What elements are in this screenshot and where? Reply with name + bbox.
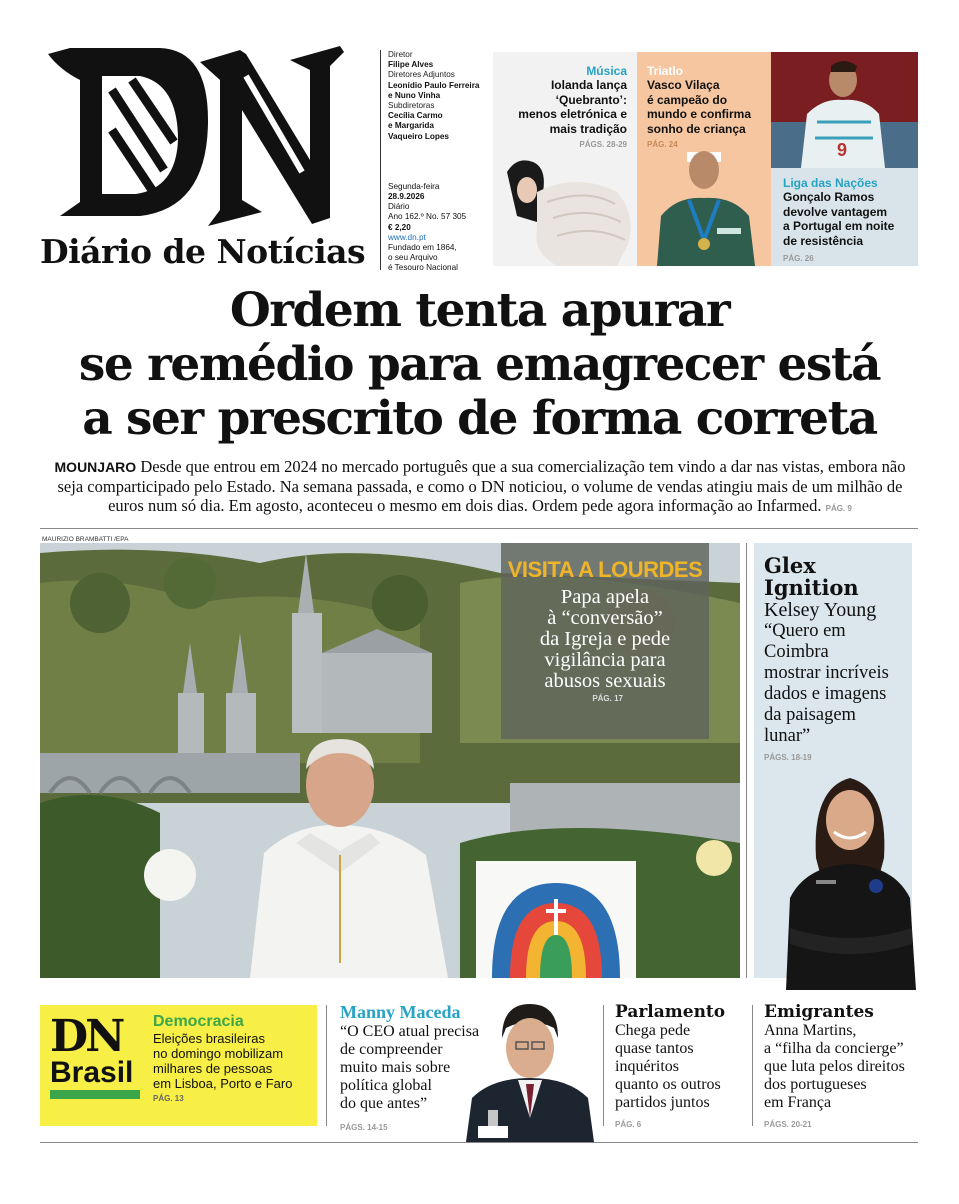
dn-logo xyxy=(40,40,350,230)
parlamento-line: Chega pede xyxy=(615,1022,691,1039)
column-divider xyxy=(746,543,747,978)
staff-name: Vaqueiro Lopes xyxy=(388,131,449,141)
side-quote-line: dados e imagens xyxy=(764,684,887,704)
interview-line: do que antes” xyxy=(340,1095,428,1112)
side-heading: Glex xyxy=(764,553,816,578)
emigrantes-page: PÁGS. 20-21 xyxy=(764,1120,812,1129)
teaser-line: Iolanda lança xyxy=(550,78,627,92)
overlay-line: à “conversão” xyxy=(547,607,663,629)
parlamento-line: partidos juntos xyxy=(615,1094,710,1111)
teaser-line: é campeão do xyxy=(647,92,728,107)
interview-line: de compreender xyxy=(340,1041,443,1058)
issue-frequency: Diário xyxy=(388,202,410,212)
overlay-page: PÁG. 17 xyxy=(592,694,623,703)
teaser-line: sonho de criança xyxy=(647,121,746,136)
divider xyxy=(40,1142,918,1143)
footballer-photo xyxy=(771,52,918,168)
overlay-line: abusos sexuais xyxy=(544,670,666,692)
overlay-line: Papa apela xyxy=(560,586,650,608)
parlamento-kicker: Parlamento xyxy=(615,1002,726,1022)
masthead-name: Diário de Notícias xyxy=(40,232,366,271)
teaser-line: a Portugal em noite xyxy=(783,219,895,233)
teaser-liga[interactable] xyxy=(771,52,918,266)
astronaut-photo xyxy=(776,748,926,990)
lead-text: Desde que entrou em 2024 no mercado português que a sua comercialização tem vindo a dar nas vistas, embora não seja comparticipado pelo Estado. Na semana passada, e como o DN noticiou, o volume de vendas atingiu mais de um milhão de euros num só dia. Em agosto, aconteceu o mesmo em dois dias. Ordem pede agora informação ao Infarmed. xyxy=(57,457,906,515)
parlamento-line: quanto os outros xyxy=(615,1076,721,1093)
headline-line: se remédio para emagrecer está xyxy=(78,337,881,392)
side-quote-line: “Quero em xyxy=(764,621,846,641)
staff-name: e Nuno Vinha xyxy=(388,90,441,100)
staff-name: e Margarida xyxy=(388,121,434,131)
teaser-page: PÁGS. 28-29 xyxy=(579,140,627,149)
teaser-line: Vasco Vilaça xyxy=(647,78,720,92)
headline-lead xyxy=(42,457,918,518)
teaser-page: PÁG. 24 xyxy=(647,140,678,149)
founded-note: Fundado em 1864, xyxy=(388,243,457,253)
side-page: PÁGS. 18-19 xyxy=(764,753,812,762)
emigrantes-kicker: Emigrantes xyxy=(764,1002,874,1022)
overlay-kicker: VISITA A LOURDES xyxy=(507,557,703,582)
side-person: Kelsey Young xyxy=(764,599,877,621)
dn-brasil-logo xyxy=(50,1011,145,1099)
singer-photo xyxy=(497,152,637,266)
headline-line: a ser prescrito de forma correta xyxy=(82,391,877,446)
overlay-line: vigilância para xyxy=(544,649,666,671)
interview-line: política global xyxy=(340,1077,432,1094)
side-quote-line: Coimbra xyxy=(764,642,829,662)
teaser-triatlo[interactable] xyxy=(637,52,771,266)
main-headline[interactable] xyxy=(30,284,929,446)
staff-label: Diretor xyxy=(388,50,413,59)
side-heading: Ignition xyxy=(764,575,859,600)
staff-label: Diretores Adjuntos xyxy=(388,70,455,80)
parlamento-line: inquéritos xyxy=(615,1058,679,1075)
staff-box xyxy=(380,50,488,273)
staff-name: Filipe Alves xyxy=(388,60,434,70)
brasil-kicker: Democracia xyxy=(153,1013,244,1030)
parlamento-page: PÁG. 6 xyxy=(615,1120,642,1129)
photo-overlay-box[interactable] xyxy=(501,543,709,739)
teaser-line: mais tradição xyxy=(549,121,627,136)
side-quote-line: mostrar incríveis xyxy=(764,663,889,683)
dn-brasil-logo-word: Brasil xyxy=(50,1056,134,1089)
column-divider xyxy=(752,1005,753,1126)
interview-kicker: Manny Maceda xyxy=(340,1002,461,1022)
lead-keyword: MOUNJARO xyxy=(54,459,137,475)
teaser-kicker: Triatlo xyxy=(647,64,684,78)
emigrantes-line: que luta pelos direitos xyxy=(764,1058,905,1075)
interview-line: muito mais sobre xyxy=(340,1059,451,1076)
brasil-line: no domingo mobilizam xyxy=(153,1046,284,1061)
brasil-page: PÁG. 13 xyxy=(153,1094,184,1103)
emigrantes-line: Anna Martins, xyxy=(764,1022,857,1039)
headline-line: Ordem tenta apurar xyxy=(229,283,730,338)
brasil-line: em Lisboa, Porto e Faro xyxy=(153,1076,293,1091)
emigrantes-line: a “filha da concierge” xyxy=(764,1040,904,1057)
site-link[interactable]: www.dn.pt xyxy=(388,232,426,242)
interviewee-photo xyxy=(462,998,598,1142)
emigrantes-line: dos portugueses xyxy=(764,1076,867,1093)
teaser-line: ‘Quebranto’: xyxy=(555,92,627,107)
dn-brasil-box[interactable] xyxy=(40,1005,317,1126)
divider xyxy=(40,528,918,529)
archive-note: é Tesouro Nacional xyxy=(388,263,458,273)
staff-name: Leonídio Paulo Ferreira xyxy=(388,80,480,90)
issue-weekday: Segunda-feira xyxy=(388,181,440,191)
archive-note: o seu Arquivo xyxy=(388,253,438,263)
issue-price: € 2,20 xyxy=(388,222,411,232)
side-quote-line: lunar” xyxy=(764,726,811,746)
issue-number: Ano 162.º No. 57 305 xyxy=(388,212,467,222)
svg-text:9: 9 xyxy=(837,140,848,160)
teaser-line: mundo e confirma xyxy=(647,107,752,121)
column-divider xyxy=(603,1005,604,1126)
teaser-line: de resistência xyxy=(783,233,864,248)
teaser-page: PÁG. 26 xyxy=(783,254,814,263)
teaser-line: menos eletrónica e xyxy=(518,107,627,121)
issue-date: 28.9.2026 xyxy=(388,192,425,202)
interview-line: “O CEO atual precisa xyxy=(340,1023,480,1040)
brasil-line: Eleições brasileiras xyxy=(153,1031,265,1046)
overlay-line: da Igreja e pede xyxy=(539,628,671,650)
column-divider xyxy=(326,1005,327,1126)
teaser-line: Gonçalo Ramos xyxy=(783,190,875,204)
dn-brasil-logo-dn: DN xyxy=(50,1011,123,1062)
side-quote-line: da paisagem xyxy=(764,705,856,725)
emigrantes-story[interactable] xyxy=(764,1002,924,1129)
teaser-musica[interactable] xyxy=(493,52,637,266)
teaser-kicker: Liga das Nações xyxy=(783,176,878,190)
lead-page: PÁG. 9 xyxy=(825,504,852,513)
parlamento-line: quase tantos xyxy=(615,1040,694,1057)
teaser-kicker: Música xyxy=(586,64,627,78)
teaser-line: devolve vantagem xyxy=(783,204,888,219)
parlamento-story[interactable] xyxy=(615,1002,745,1129)
staff-name: Cecília Carmo xyxy=(388,111,443,121)
brasil-line: milhares de pessoas xyxy=(153,1061,273,1076)
athlete-photo xyxy=(647,144,767,266)
photo-credit: MAURIZIO BRAMBATTI /EPA xyxy=(42,536,129,543)
emigrantes-line: em França xyxy=(764,1094,832,1111)
interview-page: PÁGS. 14-15 xyxy=(340,1123,388,1132)
staff-label: Subdiretoras xyxy=(388,101,435,111)
